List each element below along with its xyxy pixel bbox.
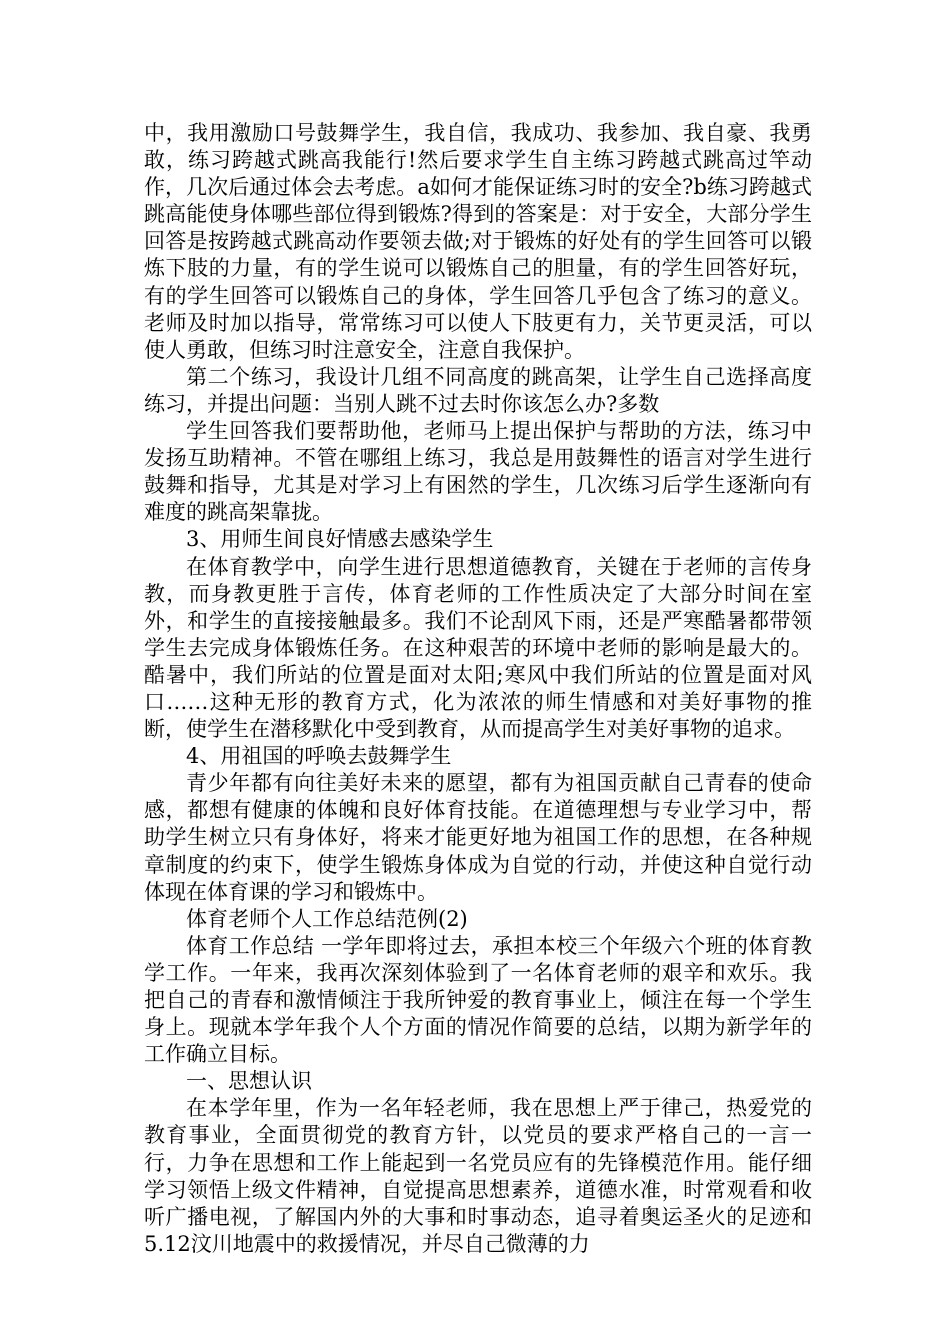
paragraph-youth-aspiration: 青少年都有向往美好未来的愿望，都有为祖国贡献自己青春的使命感，都想有健康的体魄和良好体育技能。在道德理想与专业学习中，帮助学生树立只有身体好，将来才能更好地为祖国工作的思想，在各种规章制度的约束下，使学生锻炼身体成为自觉的行动，并使这种自觉行动体现在体育课的学习和锻炼中。 (144, 771, 812, 904)
paragraph-work-summary: 体育工作总结 一学年即将过去，承担本校三个年级六个班的体育教学工作。一年来，我再次深刻体验到了一名体育老师的艰辛和欢乐。我把自己的青春和激情倾注于我所钟爱的教育事业上，倾注在每一个学生身上。现就本学年我个人个方面的情况作简要的总结，以期为新学年的工作确立目标。 (144, 933, 812, 1067)
paragraph-continuation: 中，我用激励口号鼓舞学生，我自信，我成功、我参加、我自豪、我勇敢，练习跨越式跳高我能行!然后要求学生自主练习跨越式跳高过竿动作，几次后通过体会去考虑。a如何才能保证练习时的安全?b练习跨越式跳高能使身体哪些部位得到锻炼?得到的答案是：对于安全，大部分学生回答是按跨越式跳高动作要领去做;对于锻炼的好处有的学生回答可以锻炼下肢的力量，有的学生说可以锻炼自己的胆量，有的学生回答好玩，有的学生回答可以锻炼自己的身体，学生回答几乎包含了练习的意义。老师及时加以指导，常常练习可以使人下肢更有力，关节更灵活，可以使人勇敢，但练习时注意安全，注意自我保护。 (144, 121, 812, 362)
heading-example-2: 体育老师个人工作总结范例(2) (186, 906, 468, 931)
heading-section-4: 4、用祖国的呼唤去鼓舞学生 (186, 744, 452, 769)
heading-ideology: 一、思想认识 (186, 1069, 312, 1094)
heading-section-3: 3、用师生间良好情感去感染学生 (186, 527, 494, 552)
body-text (144, 120, 812, 1258)
paragraph-ideology: 在本学年里，作为一名年轻老师，我在思想上严于律己，热爱党的教育事业，全面贯彻党的教育方针，以党员的要求严格自己的一言一行，力争在思想和工作上能起到一名党员应有的先锋模范作用。能仔细学习领悟上级文件精神，自觉提高思想素养，道德水准，时常观看和收听广播电视，了解国内外的大事和时事动态，追寻着奥运圣火的足迹和5.12汶川地震中的救援情况，并尽自己微薄的力 (144, 1096, 812, 1256)
paragraph-second-exercise: 第二个练习，我设计几组不同高度的跳高架，让学生自己选择高度练习，并提出问题：当别人跳不过去时你该怎么办?多数 (144, 364, 812, 416)
paragraph-student-answer: 学生回答我们要帮助他，老师马上提出保护与帮助的方法，练习中发扬互助精神。不管在哪组上练习，我总是用鼓舞性的语言对学生进行鼓舞和指导，尤其是对学习上有困然的学生，几次练习后学生逐渐向有难度的跳高架靠拢。 (144, 419, 812, 525)
paragraph-teacher-example: 在体育教学中，向学生进行思想道德教育，关键在于老师的言传身教，而身教更胜于言传，体育老师的工作性质决定了大部分时间在室外，和学生的直接接触最多。我们不论刮风下雨，还是严寒酷暑都带领学生去完成身体锻炼任务。在这种艰苦的环境中老师的影响是最大的。酷暑中，我们所站的位置是面对太阳;寒风中我们所站的位置是面对风口……这种无形的教育方式，化为浓浓的师生情感和对美好事物的推断，使学生在潜移默化中受到教育，从而提高学生对美好事物的追求。 (144, 554, 812, 742)
